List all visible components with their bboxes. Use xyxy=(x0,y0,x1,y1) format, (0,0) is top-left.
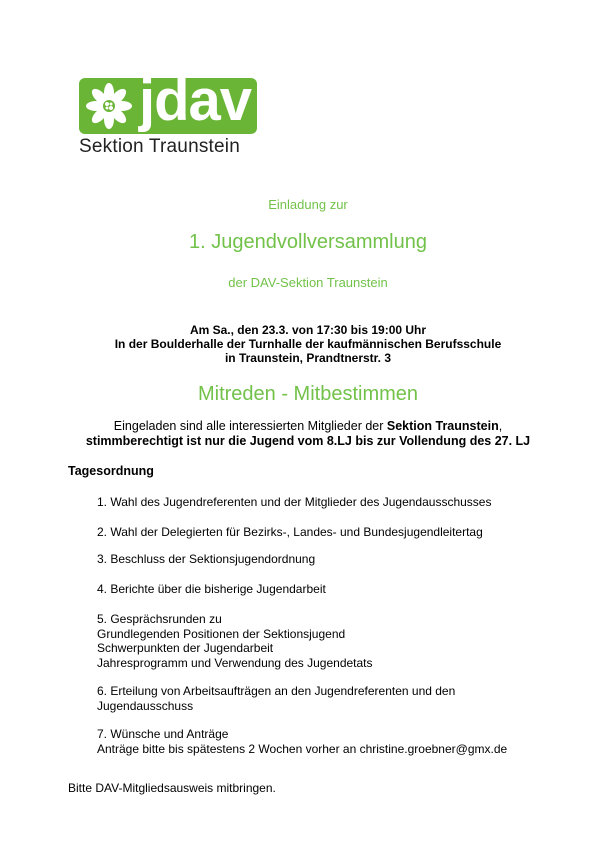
footer-note: Bitte DAV-Mitgliedsausweis mitbringen. xyxy=(68,781,276,795)
agenda-item-3: 3. Beschluss der Sektionsjugendordnung xyxy=(97,552,316,566)
agenda-item-7-line-2: Anträge bitte bis spätestens 2 Wochen vorher an christine.groebner@gmx.de xyxy=(97,741,508,756)
jdav-logo xyxy=(79,68,259,158)
agenda-item-5 xyxy=(97,612,577,670)
logo-word: jdav xyxy=(139,68,252,133)
invite-text-a: Eingeladen sind alle interessierten Mitglieder der xyxy=(113,419,387,433)
invite-section-name: Sektion Traunstein xyxy=(386,419,499,433)
agenda-item-7 xyxy=(97,727,577,756)
address-line: in Traunstein, Prandtnerstr. 3 xyxy=(224,351,392,365)
date-time: Am Sa., den 23.3. von 17:30 bis 19:00 Uhr xyxy=(189,323,427,337)
agenda-item-7-line-1: 7. Wünsche und Anträge xyxy=(97,727,229,741)
agenda-item-2: 2. Wahl der Delegierten für Bezirks-, Landes- und Bundesjugendleitertag xyxy=(97,525,483,539)
agenda-item-6 xyxy=(97,684,577,713)
agenda-item-6-line-1: 6. Erteilung von Arbeitsaufträgen an den Jugendreferenten und den xyxy=(97,684,456,698)
event-details xyxy=(0,323,616,365)
event-title: 1. Jugendvollversammlung xyxy=(189,231,427,253)
agenda-item-6-line-2: Jugendausschuss xyxy=(97,698,194,713)
logo-badge xyxy=(79,68,257,134)
agenda-item-4: 4. Berichte über die bisherige Jugendarbeit xyxy=(97,582,326,596)
invite-line-2: stimmberechtigt ist nur die Jugend vom 8.LJ bis zur Vollendung des 27. LJ xyxy=(85,434,531,448)
slogan: Mitreden - Mitbestimmen xyxy=(197,383,419,405)
agenda-item-5-sub-1: Grundlegenden Positionen der Sektionsjugend xyxy=(97,626,346,641)
agenda-heading: Tagesordnung xyxy=(68,464,154,478)
invitation-line: Einladung zur xyxy=(268,197,348,212)
invite-text xyxy=(0,419,616,449)
edelweiss-icon xyxy=(85,82,133,130)
section-line: der DAV-Sektion Traunstein xyxy=(228,275,388,290)
invite-line-1 xyxy=(0,419,616,434)
agenda-item-5-head: 5. Gesprächsrunden zu xyxy=(97,612,222,626)
location-line: In der Boulderhalle der Turnhalle der kaufmännischen Berufsschule xyxy=(114,337,502,351)
invite-text-c: , xyxy=(498,419,503,433)
logo-subtitle: Sektion Traunstein xyxy=(79,136,240,157)
agenda-item-5-sub-2: Schwerpunkten der Jugendarbeit xyxy=(97,641,274,655)
agenda-item-5-sub-3: Jahresprogramm und Verwendung des Jugendetats xyxy=(97,655,373,670)
agenda-item-1: 1. Wahl des Jugendreferenten und der Mitglieder des Jugendausschusses xyxy=(97,495,492,509)
